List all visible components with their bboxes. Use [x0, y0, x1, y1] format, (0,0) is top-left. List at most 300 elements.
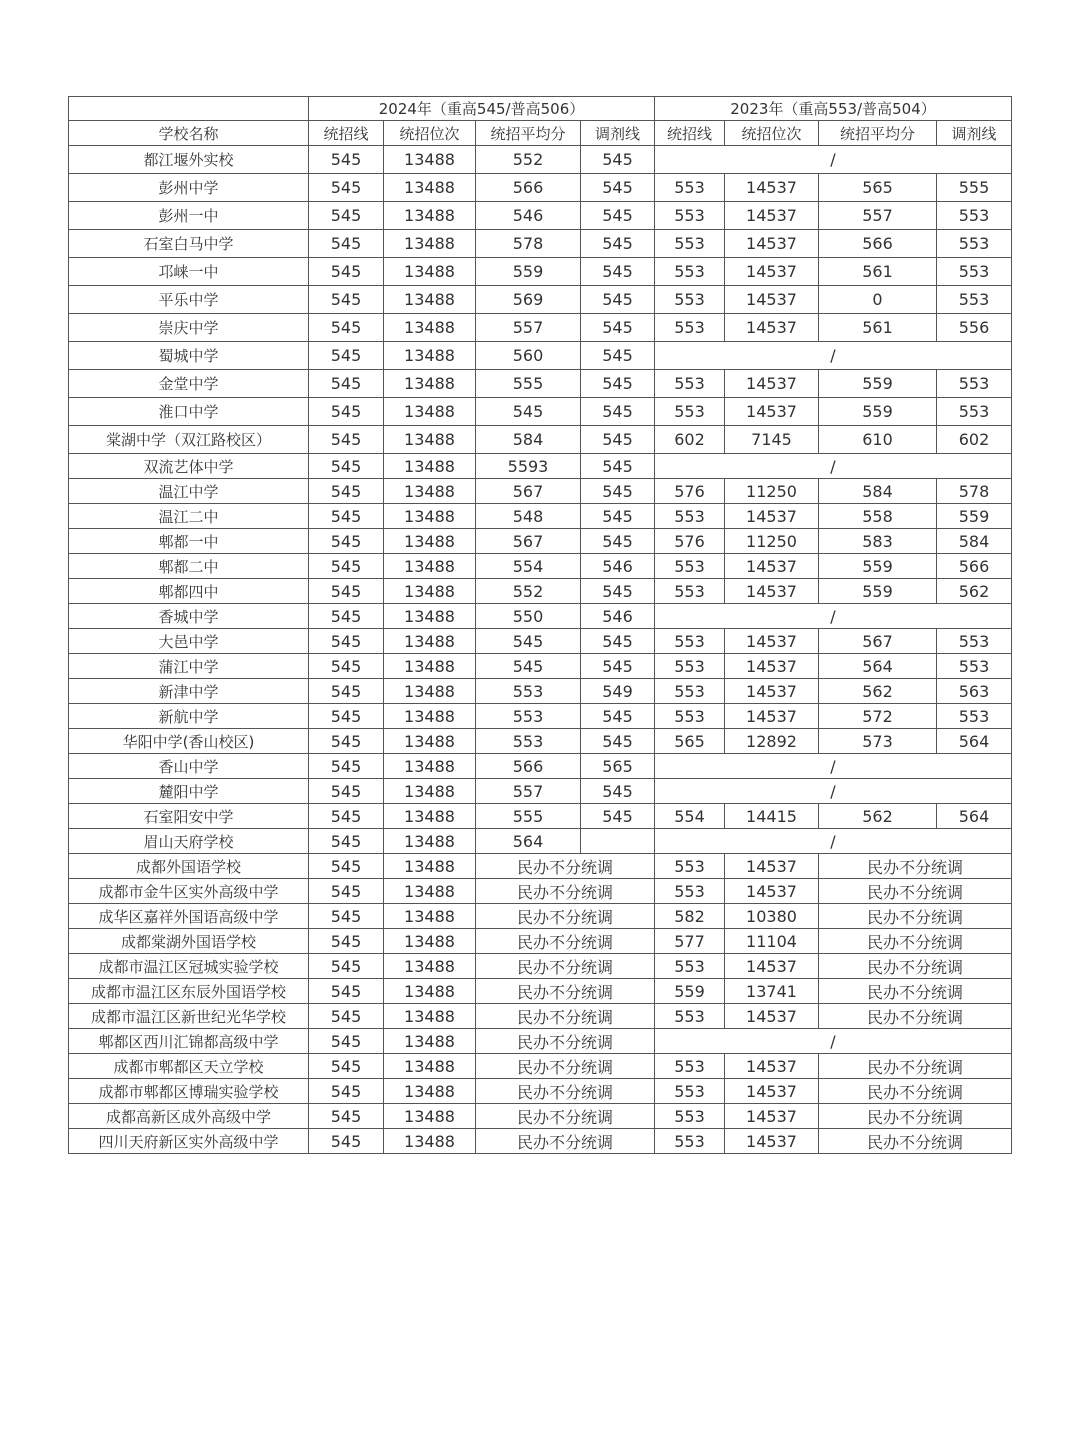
year-2023-header: 2023年（重高553/普高504）	[655, 97, 1012, 121]
line-2023-cell: 565	[655, 729, 725, 754]
line-2023-cell: 553	[655, 879, 725, 904]
table-row	[69, 904, 1012, 929]
rank-2024-cell: 13488	[384, 174, 476, 202]
private-note-2024-cell: 民办不分统调	[476, 1079, 655, 1104]
line-2023-cell: 553	[655, 554, 725, 579]
rank-2024-cell: 13488	[384, 829, 476, 854]
rank-2024-cell: 13488	[384, 1129, 476, 1154]
rank-2023-cell: 14537	[725, 370, 819, 398]
year-header-row	[69, 97, 1012, 121]
line-2024-cell: 545	[309, 1029, 384, 1054]
avg-2023-cell: 565	[819, 174, 937, 202]
table-row	[69, 1079, 1012, 1104]
avg-2023-cell: 559	[819, 370, 937, 398]
adjust-2024-cell: 545	[581, 529, 655, 554]
school-name-cell: 成都外国语学校	[69, 854, 309, 879]
rank-2023-cell: 14537	[725, 1079, 819, 1104]
rank-2024-cell: 13488	[384, 554, 476, 579]
rank-2023-cell: 14537	[725, 1129, 819, 1154]
col-2024-avg: 统招平均分	[476, 121, 581, 146]
adjust-2024-cell: 545	[581, 629, 655, 654]
school-name-cell: 成都市金牛区实外高级中学	[69, 879, 309, 904]
col-2023-rank: 统招位次	[725, 121, 819, 146]
rank-2023-cell: 13741	[725, 979, 819, 1004]
rank-2024-cell: 13488	[384, 342, 476, 370]
line-2023-cell: 553	[655, 398, 725, 426]
line-2024-cell: 545	[309, 579, 384, 604]
adjust-2024-cell: 545	[581, 504, 655, 529]
line-2024-cell: 545	[309, 286, 384, 314]
no-data-2023-cell: /	[655, 454, 1012, 479]
rank-2023-cell: 14537	[725, 314, 819, 342]
school-name-cell: 成都市温江区东辰外国语学校	[69, 979, 309, 1004]
rank-2024-cell: 13488	[384, 954, 476, 979]
table-row	[69, 504, 1012, 529]
rank-2024-cell: 13488	[384, 314, 476, 342]
avg-2023-cell: 564	[819, 654, 937, 679]
avg-2024-cell: 566	[476, 174, 581, 202]
rank-2023-cell: 11250	[725, 479, 819, 504]
adjust-2024-cell: 545	[581, 579, 655, 604]
table-row	[69, 679, 1012, 704]
line-2024-cell: 545	[309, 1004, 384, 1029]
rank-2023-cell: 14537	[725, 1004, 819, 1029]
avg-2024-cell: 557	[476, 779, 581, 804]
no-data-2023-cell: /	[655, 146, 1012, 174]
table-row	[69, 879, 1012, 904]
school-name-cell: 棠湖中学（双江路校区）	[69, 426, 309, 454]
private-note-2024-cell: 民办不分统调	[476, 1104, 655, 1129]
rank-2024-cell: 13488	[384, 230, 476, 258]
adjust-2024-cell	[581, 829, 655, 854]
adjust-2023-cell: 553	[937, 286, 1012, 314]
table-row	[69, 230, 1012, 258]
avg-2024-cell: 559	[476, 258, 581, 286]
table-row	[69, 979, 1012, 1004]
school-name-cell: 都江堰外实校	[69, 146, 309, 174]
line-2023-cell: 577	[655, 929, 725, 954]
adjust-2023-cell: 555	[937, 174, 1012, 202]
private-note-2024-cell: 民办不分统调	[476, 1129, 655, 1154]
private-note-2023-cell: 民办不分统调	[819, 1104, 1012, 1129]
rank-2024-cell: 13488	[384, 879, 476, 904]
rank-2024-cell: 13488	[384, 579, 476, 604]
table-row	[69, 398, 1012, 426]
line-2024-cell: 545	[309, 1104, 384, 1129]
rank-2024-cell: 13488	[384, 258, 476, 286]
line-2023-cell: 553	[655, 230, 725, 258]
school-name-cell: 石室阳安中学	[69, 804, 309, 829]
rank-2024-cell: 13488	[384, 604, 476, 629]
adjust-2024-cell: 545	[581, 779, 655, 804]
avg-2024-cell: 584	[476, 426, 581, 454]
private-note-2023-cell: 民办不分统调	[819, 1129, 1012, 1154]
table-row	[69, 1129, 1012, 1154]
line-2023-cell: 553	[655, 679, 725, 704]
line-2024-cell: 545	[309, 370, 384, 398]
avg-2024-cell: 552	[476, 146, 581, 174]
adjust-2024-cell: 545	[581, 704, 655, 729]
school-name-cell: 成都市温江区新世纪光华学校	[69, 1004, 309, 1029]
rank-2024-cell: 13488	[384, 654, 476, 679]
avg-2024-cell: 554	[476, 554, 581, 579]
line-2024-cell: 545	[309, 829, 384, 854]
table-row	[69, 529, 1012, 554]
adjust-2024-cell: 545	[581, 230, 655, 258]
school-name-cell: 四川天府新区实外高级中学	[69, 1129, 309, 1154]
line-2024-cell: 545	[309, 504, 384, 529]
no-data-2023-cell: /	[655, 604, 1012, 629]
line-2023-cell: 559	[655, 979, 725, 1004]
avg-2023-cell: 583	[819, 529, 937, 554]
line-2024-cell: 545	[309, 604, 384, 629]
no-data-2023-cell: /	[655, 829, 1012, 854]
table-row	[69, 754, 1012, 779]
rank-2023-cell: 14537	[725, 679, 819, 704]
private-note-2023-cell: 民办不分统调	[819, 1004, 1012, 1029]
line-2024-cell: 545	[309, 146, 384, 174]
line-2023-cell: 553	[655, 1054, 725, 1079]
adjust-2023-cell: 553	[937, 230, 1012, 258]
avg-2024-cell: 553	[476, 679, 581, 704]
line-2024-cell: 545	[309, 554, 384, 579]
school-name-cell: 彭州一中	[69, 202, 309, 230]
table-row	[69, 804, 1012, 829]
table-row	[69, 370, 1012, 398]
private-note-2023-cell: 民办不分统调	[819, 854, 1012, 879]
year-2024-header: 2024年（重高545/普高506）	[309, 97, 655, 121]
school-name-cell: 郫都区西川汇锦都高级中学	[69, 1029, 309, 1054]
school-name-cell: 蒲江中学	[69, 654, 309, 679]
rank-2024-cell: 13488	[384, 529, 476, 554]
school-name-cell: 香山中学	[69, 754, 309, 779]
line-2024-cell: 545	[309, 904, 384, 929]
table-row	[69, 704, 1012, 729]
avg-2023-cell: 566	[819, 230, 937, 258]
school-name-header: 学校名称	[69, 121, 309, 146]
school-name-cell: 成都市温江区冠城实验学校	[69, 954, 309, 979]
school-name-cell: 成都高新区成外高级中学	[69, 1104, 309, 1129]
rank-2023-cell: 14537	[725, 230, 819, 258]
adjust-2024-cell: 545	[581, 286, 655, 314]
table-row	[69, 854, 1012, 879]
adjust-2023-cell: 556	[937, 314, 1012, 342]
line-2023-cell: 576	[655, 529, 725, 554]
adjust-2024-cell: 546	[581, 554, 655, 579]
line-2024-cell: 545	[309, 754, 384, 779]
line-2023-cell: 553	[655, 579, 725, 604]
avg-2023-cell: 0	[819, 286, 937, 314]
rank-2024-cell: 13488	[384, 929, 476, 954]
table-row	[69, 479, 1012, 504]
adjust-2024-cell: 545	[581, 426, 655, 454]
avg-2023-cell: 561	[819, 258, 937, 286]
rank-2023-cell: 14537	[725, 504, 819, 529]
adjust-2023-cell: 563	[937, 679, 1012, 704]
table-row	[69, 954, 1012, 979]
adjust-2023-cell: 553	[937, 654, 1012, 679]
line-2024-cell: 545	[309, 979, 384, 1004]
avg-2024-cell: 566	[476, 754, 581, 779]
private-note-2024-cell: 民办不分统调	[476, 854, 655, 879]
table-body	[69, 146, 1012, 1154]
table-row	[69, 454, 1012, 479]
line-2023-cell: 582	[655, 904, 725, 929]
school-name-cell: 温江中学	[69, 479, 309, 504]
avg-2024-cell: 569	[476, 286, 581, 314]
rank-2023-cell: 14537	[725, 654, 819, 679]
rank-2024-cell: 13488	[384, 370, 476, 398]
line-2023-cell: 553	[655, 854, 725, 879]
school-name-cell: 蜀城中学	[69, 342, 309, 370]
line-2023-cell: 553	[655, 629, 725, 654]
line-2024-cell: 545	[309, 426, 384, 454]
no-data-2023-cell: /	[655, 779, 1012, 804]
avg-2024-cell: 545	[476, 654, 581, 679]
rank-2023-cell: 11104	[725, 929, 819, 954]
adjust-2023-cell: 602	[937, 426, 1012, 454]
table-row	[69, 629, 1012, 654]
school-name-cell: 新航中学	[69, 704, 309, 729]
avg-2024-cell: 560	[476, 342, 581, 370]
school-name-cell: 大邑中学	[69, 629, 309, 654]
rank-2023-cell: 7145	[725, 426, 819, 454]
line-2024-cell: 545	[309, 954, 384, 979]
avg-2024-cell: 552	[476, 579, 581, 604]
rank-2023-cell: 14537	[725, 1054, 819, 1079]
rank-2024-cell: 13488	[384, 202, 476, 230]
line-2024-cell: 545	[309, 1129, 384, 1154]
table-row	[69, 829, 1012, 854]
avg-2024-cell: 550	[476, 604, 581, 629]
admission-score-table-container	[68, 96, 1011, 1154]
private-note-2024-cell: 民办不分统调	[476, 1029, 655, 1054]
adjust-2024-cell: 545	[581, 398, 655, 426]
table-row	[69, 314, 1012, 342]
adjust-2023-cell: 562	[937, 579, 1012, 604]
avg-2024-cell: 578	[476, 230, 581, 258]
line-2023-cell: 553	[655, 504, 725, 529]
avg-2023-cell: 559	[819, 579, 937, 604]
line-2024-cell: 545	[309, 342, 384, 370]
adjust-2024-cell: 549	[581, 679, 655, 704]
line-2024-cell: 545	[309, 729, 384, 754]
adjust-2024-cell: 545	[581, 314, 655, 342]
line-2023-cell: 553	[655, 370, 725, 398]
adjust-2023-cell: 566	[937, 554, 1012, 579]
line-2024-cell: 545	[309, 454, 384, 479]
private-note-2023-cell: 民办不分统调	[819, 879, 1012, 904]
school-name-cell: 淮口中学	[69, 398, 309, 426]
rank-2023-cell: 14537	[725, 398, 819, 426]
table-row	[69, 146, 1012, 174]
avg-2023-cell: 557	[819, 202, 937, 230]
line-2024-cell: 545	[309, 679, 384, 704]
no-data-2023-cell: /	[655, 1029, 1012, 1054]
adjust-2024-cell: 565	[581, 754, 655, 779]
col-2023-line: 统招线	[655, 121, 725, 146]
line-2024-cell: 545	[309, 654, 384, 679]
adjust-2023-cell: 553	[937, 202, 1012, 230]
rank-2023-cell: 14537	[725, 629, 819, 654]
rank-2024-cell: 13488	[384, 904, 476, 929]
line-2024-cell: 545	[309, 398, 384, 426]
rank-2023-cell: 14537	[725, 202, 819, 230]
table-row	[69, 1104, 1012, 1129]
rank-2024-cell: 13488	[384, 854, 476, 879]
rank-2024-cell: 13488	[384, 979, 476, 1004]
avg-2023-cell: 567	[819, 629, 937, 654]
adjust-2023-cell: 564	[937, 804, 1012, 829]
school-name-cell: 成华区嘉祥外国语高级中学	[69, 904, 309, 929]
avg-2023-cell: 559	[819, 554, 937, 579]
rank-2024-cell: 13488	[384, 398, 476, 426]
avg-2024-cell: 548	[476, 504, 581, 529]
line-2024-cell: 545	[309, 1079, 384, 1104]
avg-2024-cell: 557	[476, 314, 581, 342]
rank-2024-cell: 13488	[384, 426, 476, 454]
rank-2024-cell: 13488	[384, 1029, 476, 1054]
private-note-2023-cell: 民办不分统调	[819, 954, 1012, 979]
rank-2023-cell: 14537	[725, 704, 819, 729]
adjust-2023-cell: 584	[937, 529, 1012, 554]
line-2024-cell: 545	[309, 314, 384, 342]
rank-2023-cell: 14415	[725, 804, 819, 829]
school-name-cell: 香城中学	[69, 604, 309, 629]
avg-2023-cell: 610	[819, 426, 937, 454]
rank-2024-cell: 13488	[384, 1104, 476, 1129]
col-2024-rank: 统招位次	[384, 121, 476, 146]
table-row	[69, 729, 1012, 754]
avg-2023-cell: 561	[819, 314, 937, 342]
line-2023-cell: 553	[655, 1129, 725, 1154]
rank-2023-cell: 14537	[725, 954, 819, 979]
line-2024-cell: 545	[309, 929, 384, 954]
line-2024-cell: 545	[309, 529, 384, 554]
avg-2024-cell: 553	[476, 704, 581, 729]
adjust-2023-cell: 553	[937, 704, 1012, 729]
avg-2023-cell: 558	[819, 504, 937, 529]
rank-2024-cell: 13488	[384, 729, 476, 754]
adjust-2024-cell: 545	[581, 479, 655, 504]
rank-2023-cell: 14537	[725, 879, 819, 904]
adjust-2023-cell: 559	[937, 504, 1012, 529]
table-row	[69, 342, 1012, 370]
col-2024-line: 统招线	[309, 121, 384, 146]
blank-corner-cell	[69, 97, 309, 121]
adjust-2024-cell: 545	[581, 258, 655, 286]
line-2024-cell: 545	[309, 779, 384, 804]
school-name-cell: 彭州中学	[69, 174, 309, 202]
line-2024-cell: 545	[309, 629, 384, 654]
table-row	[69, 174, 1012, 202]
table-row	[69, 929, 1012, 954]
rank-2024-cell: 13488	[384, 454, 476, 479]
rank-2024-cell: 13488	[384, 1004, 476, 1029]
adjust-2023-cell: 553	[937, 258, 1012, 286]
private-note-2023-cell: 民办不分统调	[819, 904, 1012, 929]
table-row	[69, 554, 1012, 579]
adjust-2024-cell: 545	[581, 654, 655, 679]
private-note-2024-cell: 民办不分统调	[476, 929, 655, 954]
avg-2023-cell: 559	[819, 398, 937, 426]
school-name-cell: 成都市郫都区天立学校	[69, 1054, 309, 1079]
rank-2023-cell: 14537	[725, 286, 819, 314]
line-2023-cell: 553	[655, 258, 725, 286]
no-data-2023-cell: /	[655, 754, 1012, 779]
col-2023-adjust: 调剂线	[937, 121, 1012, 146]
adjust-2023-cell: 553	[937, 398, 1012, 426]
avg-2024-cell: 555	[476, 804, 581, 829]
line-2024-cell: 545	[309, 879, 384, 904]
table-row	[69, 779, 1012, 804]
school-name-cell: 麓阳中学	[69, 779, 309, 804]
private-note-2024-cell: 民办不分统调	[476, 879, 655, 904]
table-row	[69, 1029, 1012, 1054]
avg-2024-cell: 5593	[476, 454, 581, 479]
adjust-2024-cell: 545	[581, 174, 655, 202]
adjust-2023-cell: 578	[937, 479, 1012, 504]
line-2024-cell: 545	[309, 479, 384, 504]
adjust-2024-cell: 545	[581, 146, 655, 174]
adjust-2024-cell: 545	[581, 202, 655, 230]
line-2024-cell: 545	[309, 704, 384, 729]
rank-2024-cell: 13488	[384, 679, 476, 704]
adjust-2023-cell: 553	[937, 370, 1012, 398]
avg-2024-cell: 545	[476, 629, 581, 654]
adjust-2023-cell: 553	[937, 629, 1012, 654]
table-row	[69, 579, 1012, 604]
rank-2023-cell: 10380	[725, 904, 819, 929]
table-row	[69, 258, 1012, 286]
rank-2023-cell: 14537	[725, 579, 819, 604]
school-name-cell: 眉山天府学校	[69, 829, 309, 854]
private-note-2023-cell: 民办不分统调	[819, 929, 1012, 954]
private-note-2024-cell: 民办不分统调	[476, 1054, 655, 1079]
table-row	[69, 202, 1012, 230]
line-2023-cell: 576	[655, 479, 725, 504]
rank-2024-cell: 13488	[384, 629, 476, 654]
avg-2023-cell: 562	[819, 679, 937, 704]
adjust-2024-cell: 545	[581, 370, 655, 398]
table-row	[69, 654, 1012, 679]
line-2023-cell: 553	[655, 954, 725, 979]
school-name-cell: 温江二中	[69, 504, 309, 529]
col-2024-adjust: 调剂线	[581, 121, 655, 146]
avg-2023-cell: 562	[819, 804, 937, 829]
rank-2024-cell: 13488	[384, 286, 476, 314]
school-name-cell: 新津中学	[69, 679, 309, 704]
line-2024-cell: 545	[309, 202, 384, 230]
line-2024-cell: 545	[309, 258, 384, 286]
school-name-cell: 郫都二中	[69, 554, 309, 579]
private-note-2023-cell: 民办不分统调	[819, 979, 1012, 1004]
admission-score-table	[68, 96, 1012, 1154]
school-name-cell: 邛崃一中	[69, 258, 309, 286]
school-name-cell: 华阳中学(香山校区)	[69, 729, 309, 754]
rank-2024-cell: 13488	[384, 504, 476, 529]
adjust-2024-cell: 545	[581, 342, 655, 370]
line-2024-cell: 545	[309, 804, 384, 829]
adjust-2023-cell: 564	[937, 729, 1012, 754]
rank-2024-cell: 13488	[384, 779, 476, 804]
no-data-2023-cell: /	[655, 342, 1012, 370]
line-2023-cell: 553	[655, 286, 725, 314]
avg-2024-cell: 546	[476, 202, 581, 230]
private-note-2023-cell: 民办不分统调	[819, 1079, 1012, 1104]
school-name-cell: 石室白马中学	[69, 230, 309, 258]
school-name-cell: 成都市郫都区博瑞实验学校	[69, 1079, 309, 1104]
